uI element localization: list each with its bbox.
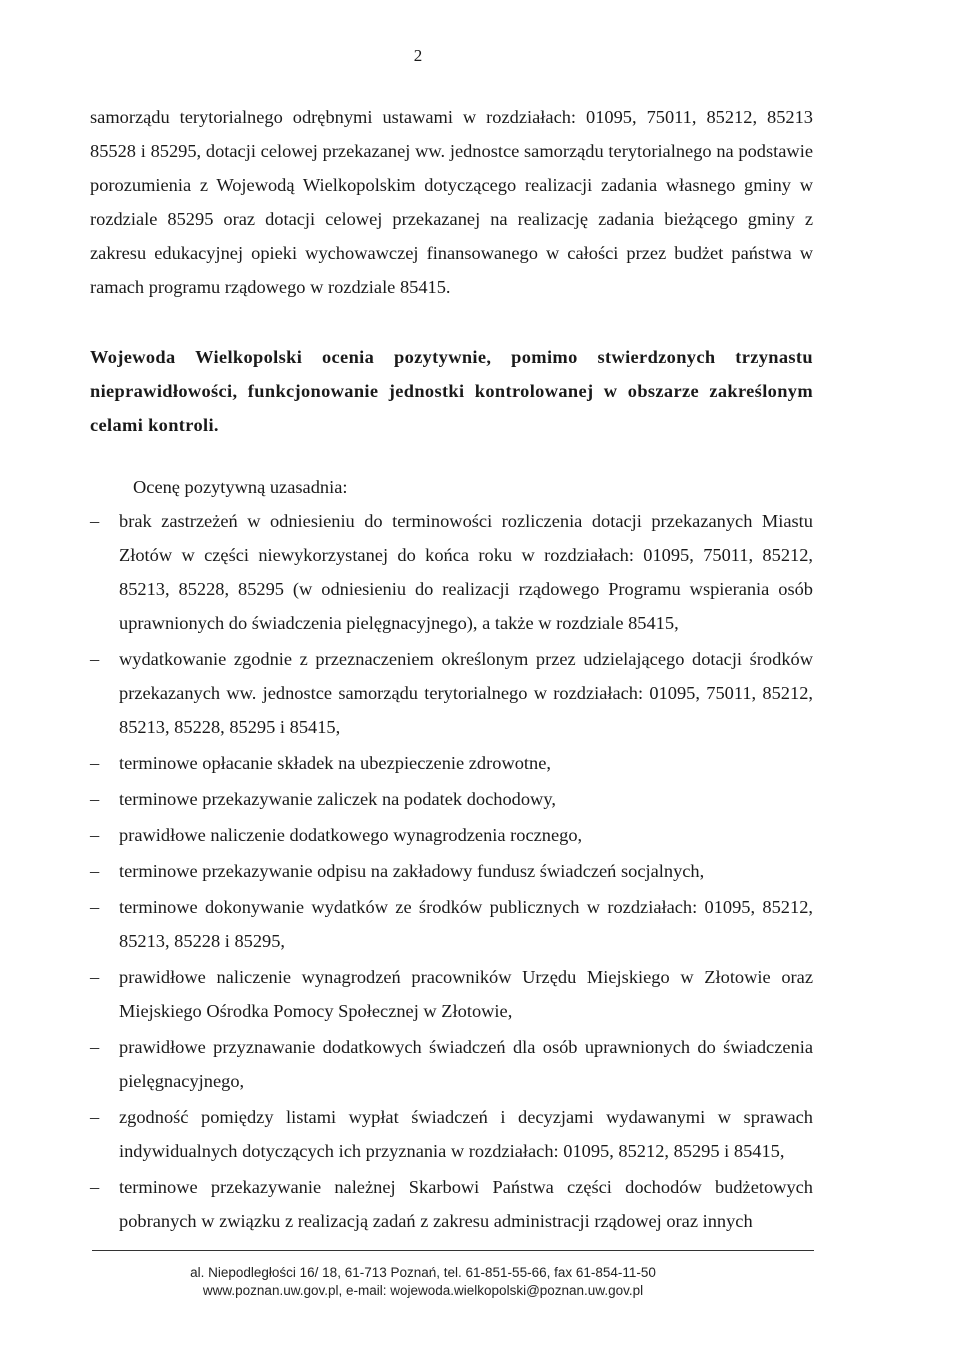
bullet-dash: – [90,967,100,987]
bullet-dash: – [90,861,100,881]
body-paragraph-intro: samorządu terytorialnego odrębnymi ustawami w rozdziałach: 01095, 75011, 85212, 85213 85528 i 85295, dotacji celowej przekazanej ww. jednostce samorządu terytorialnego na podstawie porozumienia z Wojewodą Wielkopolskim dotyczącego realizacji zadania własnego gminy w rozdziale 85295 oraz dotacji celowej przekazanej na realizację zadania bieżącego gminy z zakresu edukacyjnej opieki wychowawczej finansowanego w całości przez budżet państwa w ramach programu rządowego w rozdziale 85415. [90,107,813,297]
list-item [90,890,813,958]
list-item [90,1030,813,1098]
bullet-dash: – [90,1177,100,1197]
page-number: 2 [413,46,423,65]
bullet-dash: – [90,649,100,669]
bullet-dash: – [90,897,100,917]
bullet-dash: – [90,825,100,845]
list-item-text: prawidłowe przyznawanie dodatkowych świadczeń dla osób uprawnionych do świadczenia pielęgnacyjnego, [119,1037,813,1091]
bullet-dash: – [90,1107,100,1127]
bullet-dash: – [90,1037,100,1057]
assessment-statement: Wojewoda Wielkopolski ocenia pozytywnie, pomimo stwierdzonych trzynastu nieprawidłowości, funkcjonowanie jednostki kontrolowanej w obszarze zakreślonym celami kontroli. [90,347,813,435]
list-item [90,818,813,852]
list-item [90,1100,813,1168]
list-item [90,746,813,780]
list-item-text: brak zastrzeżeń w odniesieniu do terminowości rozliczenia dotacji przekazanych Miastu Złotów w części niewykorzystanej do końca roku w rozdziałach: 01095, 75011, 85212, 85213, 85228, 85295 (w odniesieniu do realizacji rządowego Programu wspierania osób uprawnionych do świadczenia pielęgnacyjnego), a także w rozdziale 85415, [119,511,813,633]
list-item [90,960,813,1028]
justification-list [90,504,813,1240]
bullet-dash: – [90,789,100,809]
footer-divider [92,1250,814,1251]
footer-address: al. Niepodległości 16/ 18, 61-713 Poznań, tel. 61-851-55-66, fax 61-854-11-50 [190,1265,656,1280]
list-item [90,642,813,744]
list-item-text: terminowe opłacanie składek na ubezpieczenie zdrowotne, [119,753,551,773]
bullet-dash: – [90,753,100,773]
list-item-text: terminowe przekazywanie zaliczek na podatek dochodowy, [119,789,556,809]
footer [92,1264,814,1300]
list-item [90,854,813,888]
list-item [90,504,813,640]
list-item-text: wydatkowanie zgodnie z przeznaczeniem określonym przez udzielającego dotacji środków przekazanych ww. jednostce samorządu terytorialnego w rozdziałach: 01095, 75011, 85212, 85213, 85228, 85295 i 85415, [119,649,813,737]
list-item [90,1170,813,1238]
footer-contact: www.poznan.uw.gov.pl, e-mail: wojewoda.wielkopolski@poznan.uw.gov.pl [202,1283,644,1298]
justification-heading: Ocenę pozytywną uzasadnia: [133,477,348,497]
list-item-text: terminowe dokonywanie wydatków ze środków publicznych w rozdziałach: 01095, 85212, 85213, 85228 i 85295, [119,897,813,951]
list-item-text: terminowe przekazywanie odpisu na zakładowy fundusz świadczeń socjalnych, [119,861,705,881]
list-item-text: zgodność pomiędzy listami wypłat świadczeń i decyzjami wydawanymi w sprawach indywidualnych dotyczących ich przyznania w rozdziałach: 01095, 85212, 85295 i 85415, [119,1107,813,1161]
list-item-text: prawidłowe naliczenie dodatkowego wynagrodzenia rocznego, [119,825,583,845]
bullet-dash: – [90,511,100,531]
list-item-text: prawidłowe naliczenie wynagrodzeń pracowników Urzędu Miejskiego w Złotowie oraz Miejskiego Ośrodka Pomocy Społecznej w Złotowie, [119,967,813,1021]
list-item [90,782,813,816]
list-item-text: terminowe przekazywanie należnej Skarbowi Państwa części dochodów budżetowych pobranych w związku z realizacją zadań z zakresu administracji rządowej oraz innych [119,1177,813,1231]
